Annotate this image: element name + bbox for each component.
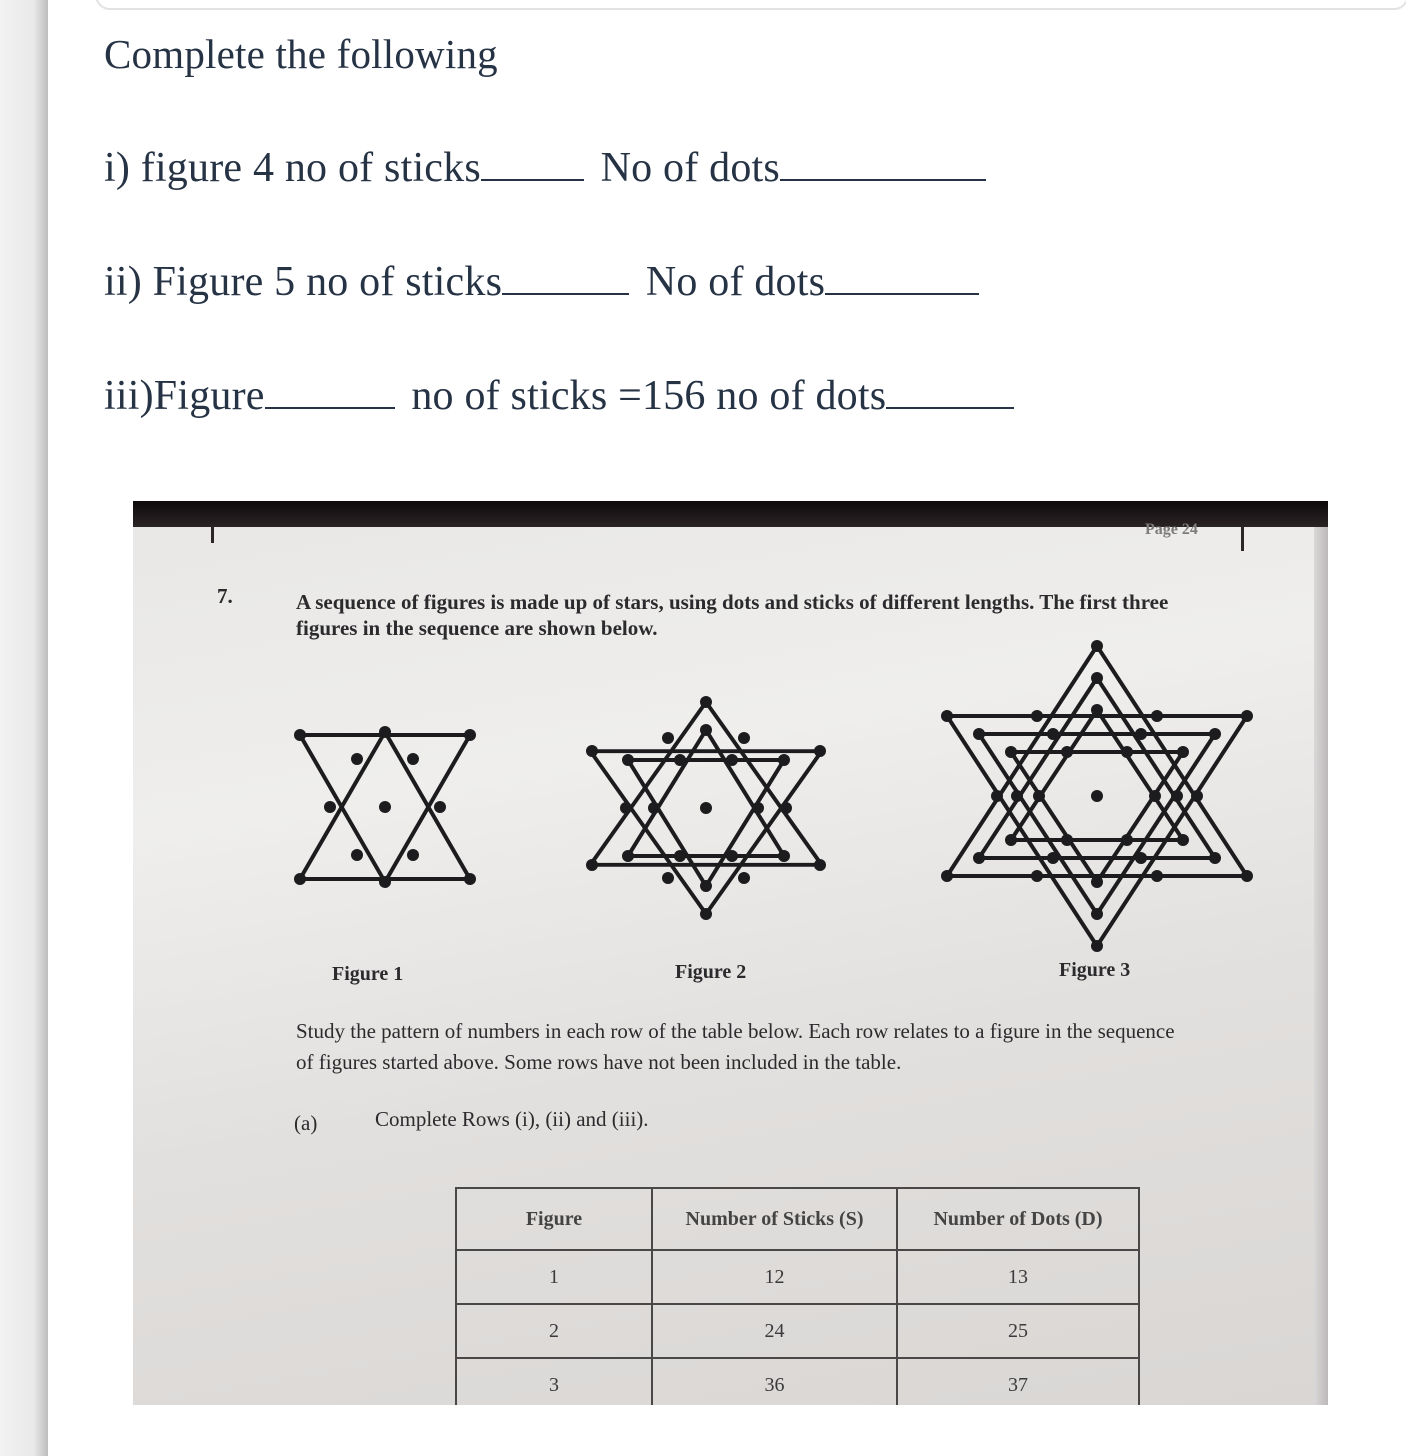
cell-sticks: 12	[652, 1250, 897, 1304]
cell-sticks: 36	[652, 1358, 897, 1405]
photo-right-edge	[1314, 527, 1328, 1405]
figure-3-label: Figure 3	[1059, 959, 1131, 981]
figure-1-label: Figure 1	[332, 963, 404, 985]
cell-sticks: 24	[652, 1304, 897, 1358]
part-a-label: (a)	[294, 1111, 318, 1135]
header-dots: Number of Dots (D)	[897, 1188, 1139, 1250]
question-1-middle: No of dots	[600, 145, 780, 191]
header-figure: Figure	[456, 1188, 652, 1250]
question-3-figure-blank[interactable]	[265, 377, 395, 409]
question-2-dots-blank[interactable]	[825, 263, 979, 295]
question-2-sticks-blank[interactable]	[502, 263, 629, 295]
question-1	[104, 144, 986, 192]
study-line-1: Study the pattern of numbers in each row of the table below. Each row relates to a figure in the sequence	[296, 1019, 1175, 1043]
left-rail	[0, 0, 48, 1456]
question-1-prefix: i) figure 4 no of sticks	[104, 145, 481, 191]
cell-dots: 13	[897, 1250, 1139, 1304]
cell-figure: 1	[456, 1250, 652, 1304]
intro-line-1: A sequence of figures is made up of stars, using dots and sticks of different lengths. The first three	[296, 590, 1169, 614]
star-figure-2	[595, 697, 817, 919]
page-number-label: Page 24	[1145, 521, 1198, 538]
question-3-middle: no of sticks =156 no of dots	[411, 373, 887, 419]
cell-figure: 2	[456, 1304, 652, 1358]
cell-figure: 3	[456, 1358, 652, 1405]
part-a-instruction: Complete Rows (i), (ii) and (iii).	[375, 1107, 649, 1131]
figure-2-label: Figure 2	[675, 961, 747, 983]
cell-dots: 37	[897, 1358, 1139, 1405]
table-header-row	[456, 1188, 1139, 1250]
page-rule-left	[211, 525, 214, 543]
page-rule-right	[1241, 527, 1244, 551]
question-1-dots-blank[interactable]	[780, 149, 986, 181]
table-row	[456, 1304, 1139, 1358]
header-sticks: Number of Sticks (S)	[652, 1188, 897, 1250]
question-2-middle: No of dots	[645, 259, 826, 305]
intro-line-2: figures in the sequence are shown below.	[296, 616, 658, 640]
worksheet-heading: Complete the following	[104, 31, 498, 77]
study-line-2: of figures started above. Some rows have not been included in the table.	[296, 1050, 902, 1074]
textbook-photo	[133, 501, 1328, 1405]
question-number: 7.	[217, 584, 233, 608]
cell-dots: 25	[897, 1304, 1139, 1358]
question-2-prefix: ii) Figure 5 no of sticks	[104, 259, 503, 305]
star-figure-3	[941, 643, 1253, 949]
table-row	[456, 1358, 1139, 1405]
top-card-edge	[95, 0, 1406, 10]
question-3-prefix: iii)Figure	[104, 373, 265, 419]
star-figure-1	[295, 727, 475, 887]
question-2	[104, 258, 979, 306]
table-row	[456, 1250, 1139, 1304]
question-3	[104, 372, 1014, 420]
question-3-dots-blank[interactable]	[886, 377, 1014, 409]
sticks-dots-table	[455, 1187, 1140, 1405]
question-1-sticks-blank[interactable]	[481, 149, 584, 181]
